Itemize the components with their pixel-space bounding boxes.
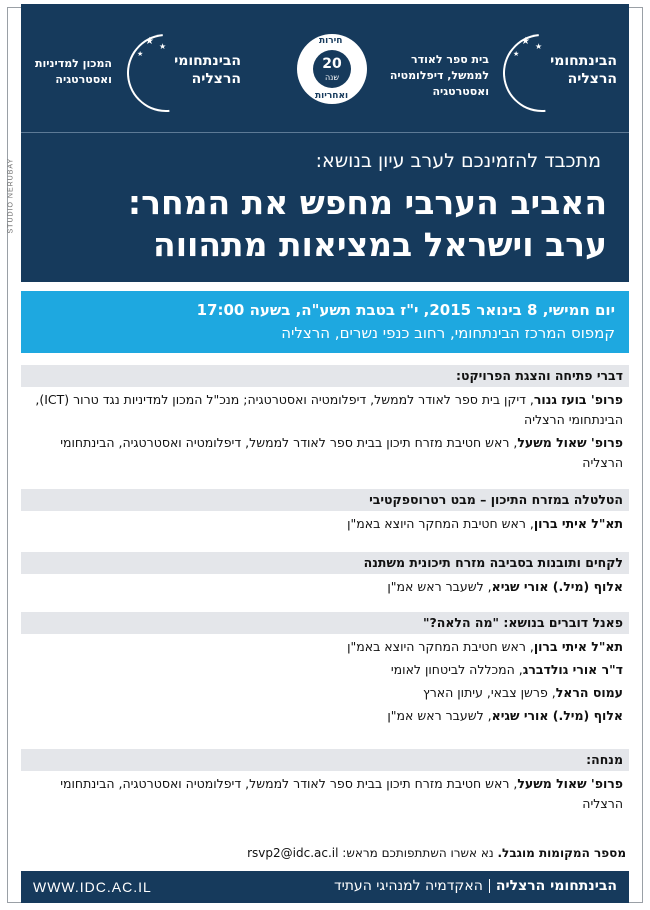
rsvp-limited: מספר המקומות מוגבל. xyxy=(497,846,626,860)
anniversary-badge xyxy=(297,34,367,104)
speaker-role: , לשעבר ראש אמ"ן xyxy=(387,579,492,594)
star-icon: ★ xyxy=(521,36,530,47)
speaker-role: , לשעבר ראש אמ"ן xyxy=(387,708,492,723)
section-heading: מנחה: xyxy=(21,749,629,771)
speaker-role: , דיקן בית ספר לאודר לממשל, דיפלומטיה ואסטרטגיה; מנכ"ל המכון למדיניות נגד טרור (ICT), הבינתחומי הרצליה xyxy=(35,392,623,427)
institute-name: המכון למדיניות ואסטרטגיה xyxy=(35,57,112,86)
invite-line: מתכבד להזמינכם לערב עיון בנושא: xyxy=(315,150,601,172)
event-title: האביב הערבי מחפש את המחר: ערב וישראל במציאות מתהווה xyxy=(127,183,607,264)
badge-bottom-text: ואחריות xyxy=(315,91,349,101)
badge-center xyxy=(313,50,351,88)
program-section xyxy=(21,749,629,814)
speaker-role: , ראש חטיבת המחקר היוצא באמ"ן xyxy=(347,639,534,654)
program-section xyxy=(21,365,629,473)
badge-top-text: חירות xyxy=(319,36,343,46)
speaker-name: אלוף (מיל.) אורי שגיא xyxy=(491,708,623,723)
footer-brand xyxy=(334,878,617,894)
star-icon: ★ xyxy=(159,42,167,51)
speaker-name: עמוס הראל xyxy=(555,685,623,700)
speaker-item xyxy=(21,577,629,597)
logo-name: הבינתחומי הרצליה xyxy=(174,53,241,87)
event-date: יום חמישי, 8 בינואר 2015, י"ז בטבת תשע"ה, בשעה 17:00 xyxy=(196,301,615,319)
rsvp-email[interactable]: rsvp2@idc.ac.il xyxy=(247,846,339,860)
section-heading: דברי פתיחה והצגת הפרויקט: xyxy=(21,365,629,387)
speaker-role: , ראש חטיבת המחקר היוצא באמ"ן xyxy=(347,516,534,531)
date-band xyxy=(21,291,629,353)
footer-name: הבינתחומי הרצליה xyxy=(495,878,617,894)
website-link[interactable]: WWW.IDC.AC.IL xyxy=(33,879,152,895)
speaker-role: , המכללה לביטחון לאומי xyxy=(390,662,523,677)
speaker-role: , ראש חטיבת מזרח תיכון בבית ספר לאודר לממשל, דיפלומטיה ואסטרטגיה, הבינתחומי הרצליה xyxy=(60,776,623,811)
idc-logo-right xyxy=(501,30,621,110)
speaker-item xyxy=(21,706,629,726)
program-section xyxy=(21,489,629,534)
program-section xyxy=(21,612,629,726)
studio-credit: STUDIO NERUBAY xyxy=(7,157,15,234)
program-section xyxy=(21,552,629,597)
star-icon: ★ xyxy=(535,42,543,51)
speaker-item xyxy=(21,774,629,814)
star-icon: ★ xyxy=(137,50,144,58)
speaker-name: תא"ל איתי ברון xyxy=(533,516,623,531)
badge-years: שנה xyxy=(324,73,340,82)
speaker-item xyxy=(21,514,629,534)
speaker-name: פרופ' שאול משעל xyxy=(517,776,623,791)
speaker-role: , ראש חטיבת מזרח תיכון בבית ספר לאודר לממשל, דיפלומטיה ואסטרטגיה, הבינתחומי הרצליה xyxy=(60,435,623,470)
idc-logo-left xyxy=(125,30,245,110)
star-icon: ★ xyxy=(513,50,520,58)
speaker-item xyxy=(21,660,629,680)
section-heading: לקחים ותובנות בסביבה מזרח תיכונית משתנה xyxy=(21,552,629,574)
speaker-name: אלוף (מיל.) אורי שגיא xyxy=(491,579,623,594)
header-banner xyxy=(21,4,629,282)
section-heading: הטלטלה במזרח התיכון – מבט רטרוספקטיבי xyxy=(21,489,629,511)
header-divider xyxy=(21,132,629,133)
event-location: קמפוס המרכז הבינתחומי, רחוב כנפי נשרים, הרצליה xyxy=(281,324,615,342)
star-icon: ★ xyxy=(145,36,154,47)
badge-number: 20 xyxy=(322,56,342,72)
speaker-name: תא"ל איתי ברון xyxy=(533,639,623,654)
speaker-item xyxy=(21,637,629,657)
footer-separator xyxy=(489,879,490,893)
speaker-role: , פרשן צבאי, עיתון הארץ xyxy=(422,685,556,700)
rsvp-line xyxy=(247,846,626,860)
speaker-name: ד"ר אורי גולדברג xyxy=(522,662,623,677)
speaker-name: פרופ' שאול משעל xyxy=(517,435,623,450)
footer-bar xyxy=(21,871,629,903)
speaker-item xyxy=(21,683,629,703)
section-heading: פאנל דוברים בנושא: "מה הלאה?" xyxy=(21,612,629,634)
speaker-item xyxy=(21,433,629,473)
speaker-item xyxy=(21,390,629,430)
rsvp-text: נא אשרו השתתפותכם מראש: xyxy=(338,846,498,860)
school-name: בית ספר לאודר לממשל, דיפלומטיה ואסטרטגיה xyxy=(389,53,489,98)
speaker-name: פרופ' בועז גנור xyxy=(533,392,623,407)
footer-tagline: האקדמיה למנהיגי העתיד xyxy=(333,878,483,894)
logo-name: הבינתחומי הרצליה xyxy=(550,53,617,87)
